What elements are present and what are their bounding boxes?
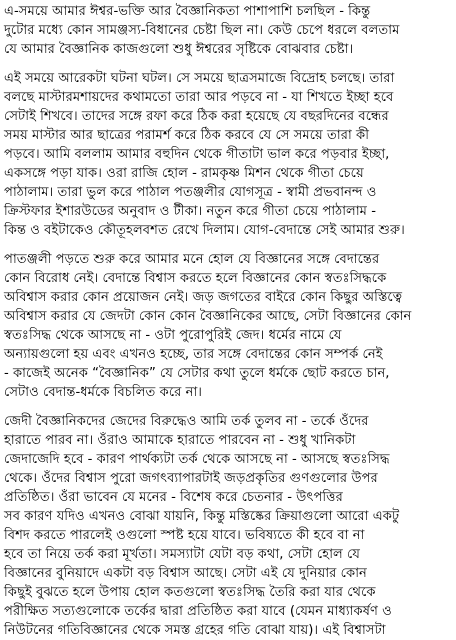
text-line: দুটোর মধ্যে কোন সামঞ্জস্য-বিধানের চেষ্টা ছিল না। কেউ চেপে ধরলে বলতাম xyxy=(4,23,400,38)
text-line: জেদাজেদি হবে - কারণ পার্থক্যটা তর্ক থেকে আসছে না - আসছে স্বতঃসিদ্ধ xyxy=(4,452,390,467)
text-line: স্বতঃসিদ্ধ থেকে আসছে না - ওটা পুরোপুরিই জেদ। ধর্মের নামে যে xyxy=(4,328,342,343)
paragraph-2 xyxy=(4,69,454,240)
text-line: সেটাও বেদান্ত-ধর্মকে বিচলিত করে না। xyxy=(4,385,202,400)
text-line: কিছুই বুঝতে হলে উপায় হোল কতগুলো স্বতঃসিদ্ধ তৈরি করা যার থেকে xyxy=(4,585,376,600)
text-line: বলছে মাস্টারমশায়দের কথামতো তারা আর পড়বে না - যা শিখতে ইচ্ছা হবে xyxy=(4,90,394,105)
text-line: পাঠালাম। তারা ভুল করে পাঠাল পতঞ্জলীর যোগসূত্র - স্বামী প্রভবানন্দ ও xyxy=(4,185,377,200)
text-line: হারাতে পারব না। ওঁরাও আমাকে হারাতে পারবেন না - শুধু খানিকটা xyxy=(4,433,356,448)
text-line: বিজ্ঞানের বুনিয়াদে একটা বড় বিশ্বাস আছে। সেটা এই যে দুনিয়ার কোন xyxy=(4,566,367,581)
text-line: এই সময়ে আরেকটা ঘটনা ঘটল। সে সময়ে ছাত্রসমাজে বিদ্রোহ চলছে। তারা xyxy=(4,71,395,86)
text-line: অন্যায়গুলো হয় এবং এখনও হচ্ছে, তার সঙ্গে বেদান্তের কোন সম্পর্ক নেই xyxy=(4,347,383,362)
text-line: কিন্ত ও বইটাকেও কৌতূহলবশত রেখে দিলাম। যোগ-বেদান্তে সেই আমার শুরু। xyxy=(4,223,405,238)
text-line: সেটাই শিখবে। তাদের সঙ্গে রফা করে ঠিক করা হয়েছে যে বছরদিনের বন্ধের xyxy=(4,109,389,124)
text-line: এ-সময়ে আমার ঈশ্বর-ভক্তি আর বৈজ্ঞানিকতা পাশাপাশি চলছিল - কিন্তু xyxy=(4,4,371,19)
paragraph-3 xyxy=(4,250,454,402)
text-line: একসঙ্গে পড়া যাক। ওরা রাজি হোল - রামকৃষ্ণ মিশন থেকে গীতা চেয়ে xyxy=(4,166,364,181)
paragraph-1 xyxy=(4,2,454,59)
text-line: বিশদ করতে পারলেই ওগুলো স্পষ্ট হয়ে যাবে। ভবিষ্যতে কী হবে বা না xyxy=(4,528,365,543)
text-line: নিউটনের গতিবিজ্ঞানের থেকে সমস্ত গ্রহের গতি বোঝা যায়)। এই বিশ্বাসটা xyxy=(4,623,386,638)
document-page xyxy=(4,2,454,638)
text-line: পাতঞ্জলী পড়তে শুরু করে আমার মনে হোল যে বিজ্ঞানের সঙ্গে বেদান্তের xyxy=(4,252,380,267)
text-line: সব কারণ যদিও এখনও বোঝা যায়নি, কিন্তু মস্তিষ্কের ক্রিয়াগুলো আরো একটু xyxy=(4,509,400,524)
text-line: থেকে। ওঁদের বিশ্বাস পুরো জগৎব্যাপারটাই জড়প্রকৃতির গুণগুলোর উপর xyxy=(4,471,378,486)
text-line: কোন বিরোধ নেই। বেদান্তে বিশ্বাস করতে হলে বিজ্ঞানের কোন স্বতঃসিদ্ধকে xyxy=(4,271,387,286)
text-line: - কাজেই অনেক “বৈজ্ঞানিক” যে সেটার কথা তুলে ধর্মকে ছোট করতে চান, xyxy=(4,366,390,381)
text-line: প্রতিষ্ঠিত। ওঁরা ভাবেন যে মনের - বিশেষ করে চেতনার - উৎপত্তির xyxy=(4,490,343,505)
text-line: পড়বে। আমি বললাম আমার বহুদিন থেকে গীতাটা ভাল করে পড়বার ইচ্ছা, xyxy=(4,147,390,162)
text-line: যে আমার বৈজ্ঞানিক কাজগুলো শুধু ঈশ্বরের সৃষ্টিকে বোঝবার চেষ্টা। xyxy=(4,42,354,57)
paragraph-4 xyxy=(4,412,454,640)
text-line: ক্রিস্টফার ইশারউডের অনুবাদ ও টীকা। নতুন করে গীতা চেয়ে পাঠালাম - xyxy=(4,204,376,219)
text-line: অবিশ্বাস করার কোন প্রয়োজন নেই। জড় জগতের বাইরে কোন কিছুর অস্তিত্বে xyxy=(4,290,403,305)
text-line: জেদী বৈজ্ঞানিকদের জেদের বিরুদ্ধেও আমি তর্ক তুলব না - তর্কে ওঁদের xyxy=(4,414,369,429)
text-line: অবিশ্বাস করার যে জেদটা কোন কোন বৈজ্ঞানিকের আছে, সেটা বিজ্ঞানের কোন xyxy=(4,309,412,324)
text-line: সময় মাস্টার আর ছাত্রের পরামর্শ করে ঠিক করবে যে সে সময়ে তারা কী xyxy=(4,128,370,143)
text-line: পরীক্ষিত সত্যগুলোকে তর্কের দ্বারা প্রতিষ্ঠিত করা যাবে (যেমন মাধ্যাকর্ষণ ও xyxy=(4,604,392,619)
text-line: হবে তা নিয়ে তর্ক করা মূর্খতা। সমস্যাটা যেটা বড় কথা, সেটা হোল যে xyxy=(4,547,360,562)
